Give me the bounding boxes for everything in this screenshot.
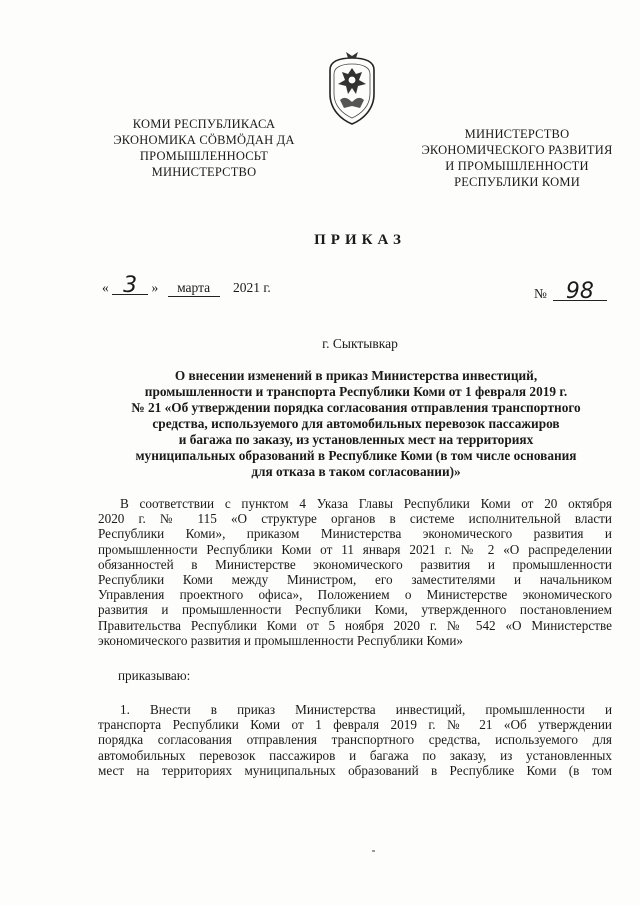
date-day-handwritten: 3	[112, 278, 148, 295]
number-sign: №	[534, 286, 547, 301]
header-left-line: ЭКОНОМИКА СӦВМӦДАН ДА	[113, 133, 295, 147]
date-open-quote: «	[102, 280, 109, 295]
document-title	[96, 368, 616, 480]
city-line: г. Сыктывкар	[322, 336, 398, 351]
header-right-line: ЭКОНОМИЧЕСКОГО РАЗВИТИЯ	[421, 143, 613, 157]
header-right-line: РЕСПУБЛИКИ КОМИ	[454, 175, 580, 189]
preamble-line: промышленности Республики Коми от 11 января 2021 г. № 2 «О распределении	[98, 541, 612, 557]
orders-word: приказываю:	[118, 668, 191, 683]
item-1-line: мест на территориях муниципальных образований в Республике Коми (в том	[98, 762, 612, 778]
preamble-line: Правительства Республики Коми от 5 ноября 2020 г. № 542 «О Министерстве	[98, 617, 612, 633]
preamble-line: Республики Коми между Министром, его заместителями и начальником	[98, 572, 612, 588]
preamble-line: экономического развития и промышленности Республики Коми»	[98, 632, 463, 648]
header-right	[412, 126, 622, 190]
item-1-line: порядка согласования отправления транспортного средства, используемого для	[98, 732, 612, 748]
document-type-heading: ПРИКАЗ	[314, 232, 406, 248]
order-number	[534, 279, 607, 304]
preamble-line: Республики Коми», приказом Министерства экономического развития и	[98, 526, 612, 542]
number-value-handwritten: 98	[553, 284, 607, 301]
item-1-paragraph	[98, 702, 612, 778]
header-left	[104, 116, 304, 180]
item-1-line: автомобильных перевозок пассажиров и багажа по заказу, из установленных	[98, 747, 612, 763]
title-line: и багажа по заказу, из установленных мест на территориях	[178, 432, 534, 447]
item-1-line: 1. Внести в приказ Министерства инвестиций, промышленности и	[120, 702, 612, 717]
preamble-line: Управления проектного офиса», Положением о Министерстве экономического	[98, 587, 612, 603]
scan-speck	[372, 850, 375, 852]
header-left-line: МИНИСТЕРСТВО	[151, 165, 257, 179]
preamble-line: обязанностей в Министерстве экономического развития и промышленности	[98, 556, 612, 572]
preamble-paragraph	[98, 496, 612, 648]
date-year: 2021 г.	[233, 280, 271, 295]
title-line: промышленности и транспорта Республики Коми от 1 февраля 2019 г.	[144, 384, 568, 399]
item-1-line: транспорта Республики Коми от 1 февраля 2019 г. № 21 «Об утверждении	[98, 717, 612, 733]
date-month: марта	[168, 280, 220, 297]
date-line	[102, 273, 271, 298]
header-right-line: МИНИСТЕРСТВО	[464, 127, 570, 141]
header-left-line: ПРОМЫШЛЕННОСЬТ	[139, 149, 269, 163]
komi-coat-of-arms-icon	[326, 50, 378, 126]
header-right-line: И ПРОМЫШЛЕННОСТИ	[445, 159, 589, 173]
title-line: средства, используемого для автомобильных перевозок пассажиров	[152, 416, 560, 431]
preamble-line: В соответствии с пунктом 4 Указа Главы Республики Коми от 20 октября	[120, 496, 612, 511]
title-line: № 21 «Об утверждении порядка согласования отправления транспортного	[131, 400, 581, 415]
title-line: муниципальных образований в Республике Коми (в том числе основания	[135, 448, 577, 463]
preamble-line: 2020 г. № 115 «О структуре органов в системе исполнительной власти	[98, 511, 612, 527]
title-line: для отказа в таком согласовании)»	[251, 464, 461, 479]
date-close-quote: »	[151, 280, 159, 295]
preamble-line: развития и промышленности Республики Коми, утвержденного постановлением	[98, 602, 612, 618]
header-left-line: КОМИ РЕСПУБЛИКАСА	[132, 117, 276, 131]
title-line: О внесении изменений в приказ Министерства инвестиций,	[174, 368, 538, 383]
